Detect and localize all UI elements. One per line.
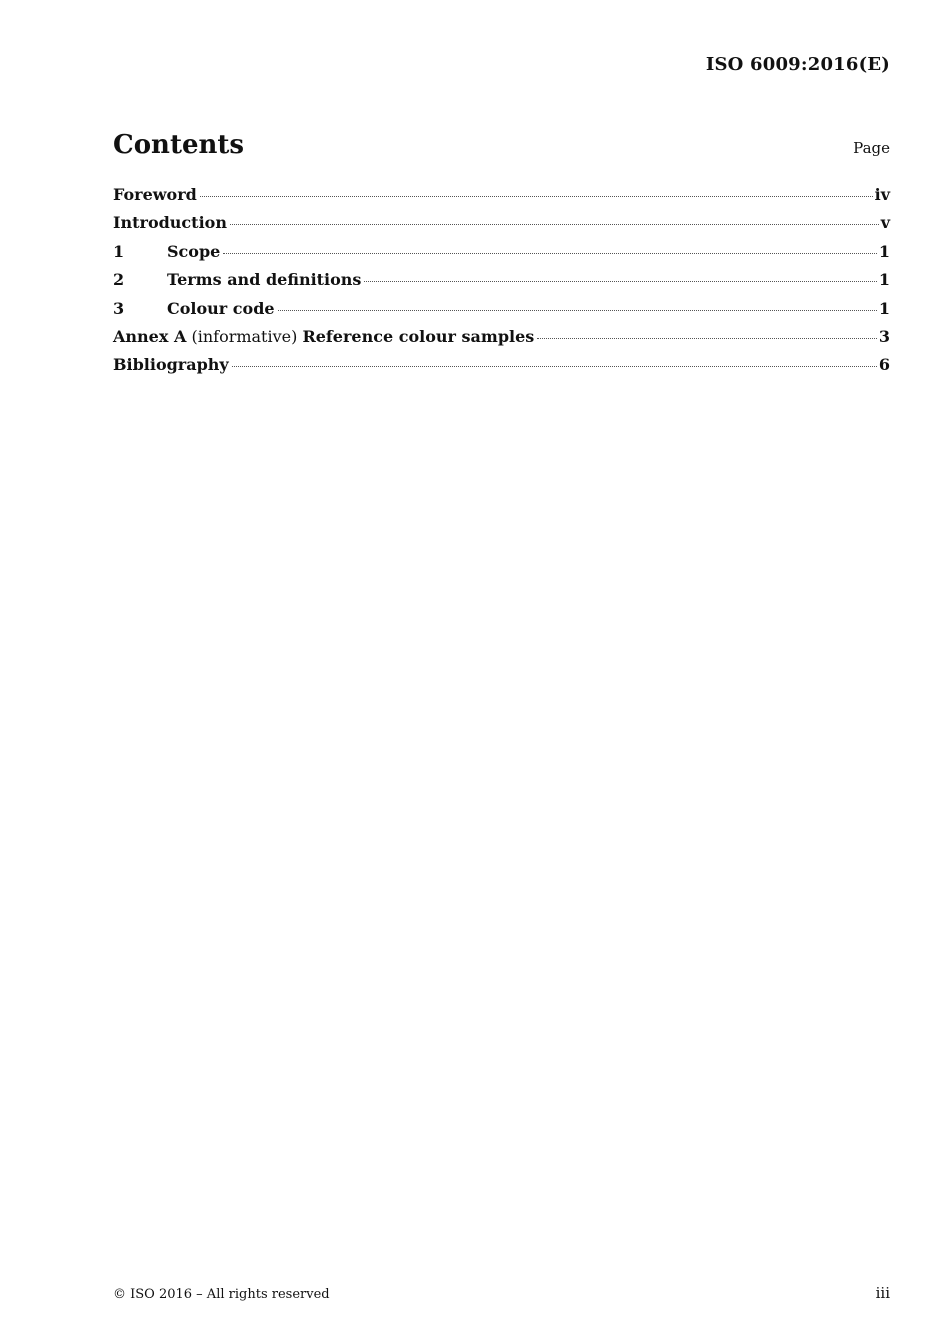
toc-dot-leader bbox=[200, 195, 873, 197]
toc-entry-foreword[interactable] bbox=[113, 185, 890, 213]
toc-dot-leader bbox=[278, 309, 877, 311]
toc-entry-colour-code[interactable] bbox=[113, 299, 890, 327]
toc-entry-page: 1 bbox=[878, 241, 890, 261]
document-id: ISO 6009:2016(E) bbox=[705, 54, 890, 75]
toc-entry-page: 1 bbox=[878, 298, 890, 318]
toc-entry-page: iv bbox=[874, 185, 890, 204]
toc-entry-number: 1 bbox=[113, 241, 125, 261]
toc-dot-leader bbox=[230, 223, 879, 225]
copyright-notice: © ISO 2016 – All rights reserved bbox=[113, 1287, 330, 1302]
toc-entry-title: Terms and definitions bbox=[167, 270, 362, 290]
toc-entry-title: Colour code bbox=[167, 298, 275, 318]
toc-entry-annex-a[interactable] bbox=[113, 327, 890, 355]
page-number: iii bbox=[875, 1284, 890, 1302]
toc-dot-leader bbox=[537, 337, 877, 339]
toc-entry-title: Introduction bbox=[113, 213, 227, 233]
toc-entry-page: 3 bbox=[878, 326, 890, 346]
toc-entry-number: 2 bbox=[113, 270, 125, 290]
toc-entry-introduction[interactable] bbox=[113, 213, 890, 241]
page-footer bbox=[113, 1284, 890, 1302]
toc-entry-title: Foreword bbox=[113, 185, 197, 204]
table-of-contents bbox=[113, 185, 890, 384]
toc-entry-page: 6 bbox=[878, 355, 890, 375]
toc-dot-leader bbox=[364, 280, 876, 282]
toc-entry-scope[interactable] bbox=[113, 242, 890, 270]
toc-entry-title: Scope bbox=[167, 241, 221, 261]
contents-title: Contents bbox=[113, 130, 245, 160]
toc-entry-terms-and-definitions[interactable] bbox=[113, 270, 890, 298]
toc-entry-page: 1 bbox=[878, 270, 890, 290]
page-column-label: Page bbox=[853, 139, 890, 157]
toc-entry-number: 3 bbox=[113, 298, 125, 318]
toc-entry-page: v bbox=[880, 213, 890, 233]
toc-entry-title: Bibliography bbox=[113, 355, 229, 375]
contents-header bbox=[113, 130, 890, 160]
toc-entry-bibliography[interactable] bbox=[113, 355, 890, 383]
toc-entry-title: Annex A (informative) Reference colour samples bbox=[113, 326, 535, 346]
toc-dot-leader bbox=[232, 365, 877, 367]
toc-dot-leader bbox=[223, 252, 877, 254]
